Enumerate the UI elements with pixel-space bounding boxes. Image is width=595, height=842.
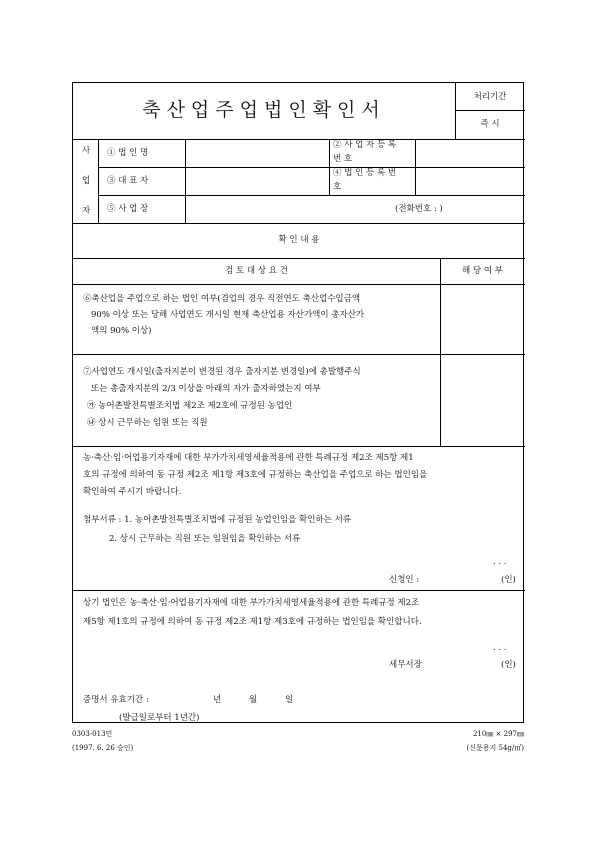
processing-label: 처리기간: [473, 92, 507, 102]
biz-reg-label-1: ② 사 업 자 등 록: [333, 140, 397, 150]
review-header: 검 토 대 상 요 건: [225, 266, 288, 276]
processing-value: 즉 시: [480, 119, 500, 129]
biz-reg-label-2: 번 호: [333, 154, 353, 164]
form-title: 축산업주업법인확인서: [142, 99, 386, 121]
paper-size: 210㎜ × 297㎜: [472, 730, 524, 738]
validity-month: 월: [249, 695, 258, 705]
approval-date: (1997. 6. 26 승인): [72, 744, 134, 752]
confirmation-form: [72, 82, 524, 723]
phone-label: (전화번호 : ): [395, 204, 443, 214]
applicant-group-label-2: 업: [82, 176, 91, 186]
corp-name-label: ① 법 인 명: [107, 148, 149, 158]
tax-office-label: 세무서장: [389, 660, 422, 670]
confirmation-date-dots: . . .: [493, 643, 507, 653]
validity-year: 년: [213, 695, 222, 705]
request-text: 농·축산·임·어업용기자재에 대한 부가가치세영세율적용에 관한 특례규정 제2조 제5항 제1 호의 규정에 의하여 동 규정 제2조 제1항 제3호에 규정하는 축산업을 주업으로 하는 법인임을 확인하여 주시기 바랍니다.: [83, 453, 428, 497]
requirement-6: ⑥축산업을 주업으로 하는 법인 여부(겸업의 경우 직전연도 축산업수입금액 90% 이상 또는 당해 사업연도 개시일 현재 축산업용 자산가액이 총자산가 액의 90% 이상): [83, 294, 365, 336]
workplace-label: ⑤ 사 업 장: [107, 204, 149, 214]
representative-label: ③ 대 표 자: [107, 176, 149, 186]
applicable-header: 해 당 여 부: [462, 266, 503, 276]
requirement-7: ⑦사업연도 개시일(출자지분이 변경된 경우 출자지분 변경일)에 총발행주식 또는 총출자지분의 2/3 이상을 아래의 자가 출자하였는지 여부 ㉮ 농어촌발전특별조치법 제2조 제2호에 규정된 농업인 ㉯ 상시 근무하는 임원 또는 직원: [83, 367, 361, 428]
attachments: 첨부서류 : 1. 농어촌발전특별조치법에 규정된 농업인임을 확인하는 서류 2. 상시 근무하는 직원 또는 임원임을 확인하는 서류: [83, 515, 352, 544]
corp-reg-label-2: 호: [333, 182, 342, 192]
applicant-sign-label: 신청인 :: [389, 575, 420, 585]
processing-divider: [455, 110, 525, 111]
applicant-group-label-3: 자: [82, 206, 91, 216]
confirm-content-header: 확 인 내 용: [278, 235, 320, 245]
validity-label: 증명서 유효기간 :: [83, 695, 149, 705]
applicant-group-label-1: 사: [82, 146, 91, 156]
form-number: 0303-013민: [72, 730, 113, 738]
tax-office-seal: (인): [501, 660, 516, 670]
confirmation-text: 상기 법인은 농·축산·임·어업용기자재에 대한 부가가치세영세율적용에 관한 특례규정 제2조 제5항 제1호의 규정에 의하여 동 규정 제2조 제1항 제3호에 규정하는 법인임을 확인합니다.: [83, 598, 422, 627]
paper-type: (신문용지 54g/㎡): [466, 744, 524, 752]
applicant-seal: (인): [501, 575, 516, 585]
application-date-dots: . . .: [493, 557, 507, 567]
title-divider: [455, 83, 456, 139]
validity-day: 일: [285, 695, 294, 705]
corp-reg-label-1: ④ 법 인 등 록 번: [333, 168, 397, 178]
validity-note: (발급일로부터 1년간): [119, 713, 200, 723]
